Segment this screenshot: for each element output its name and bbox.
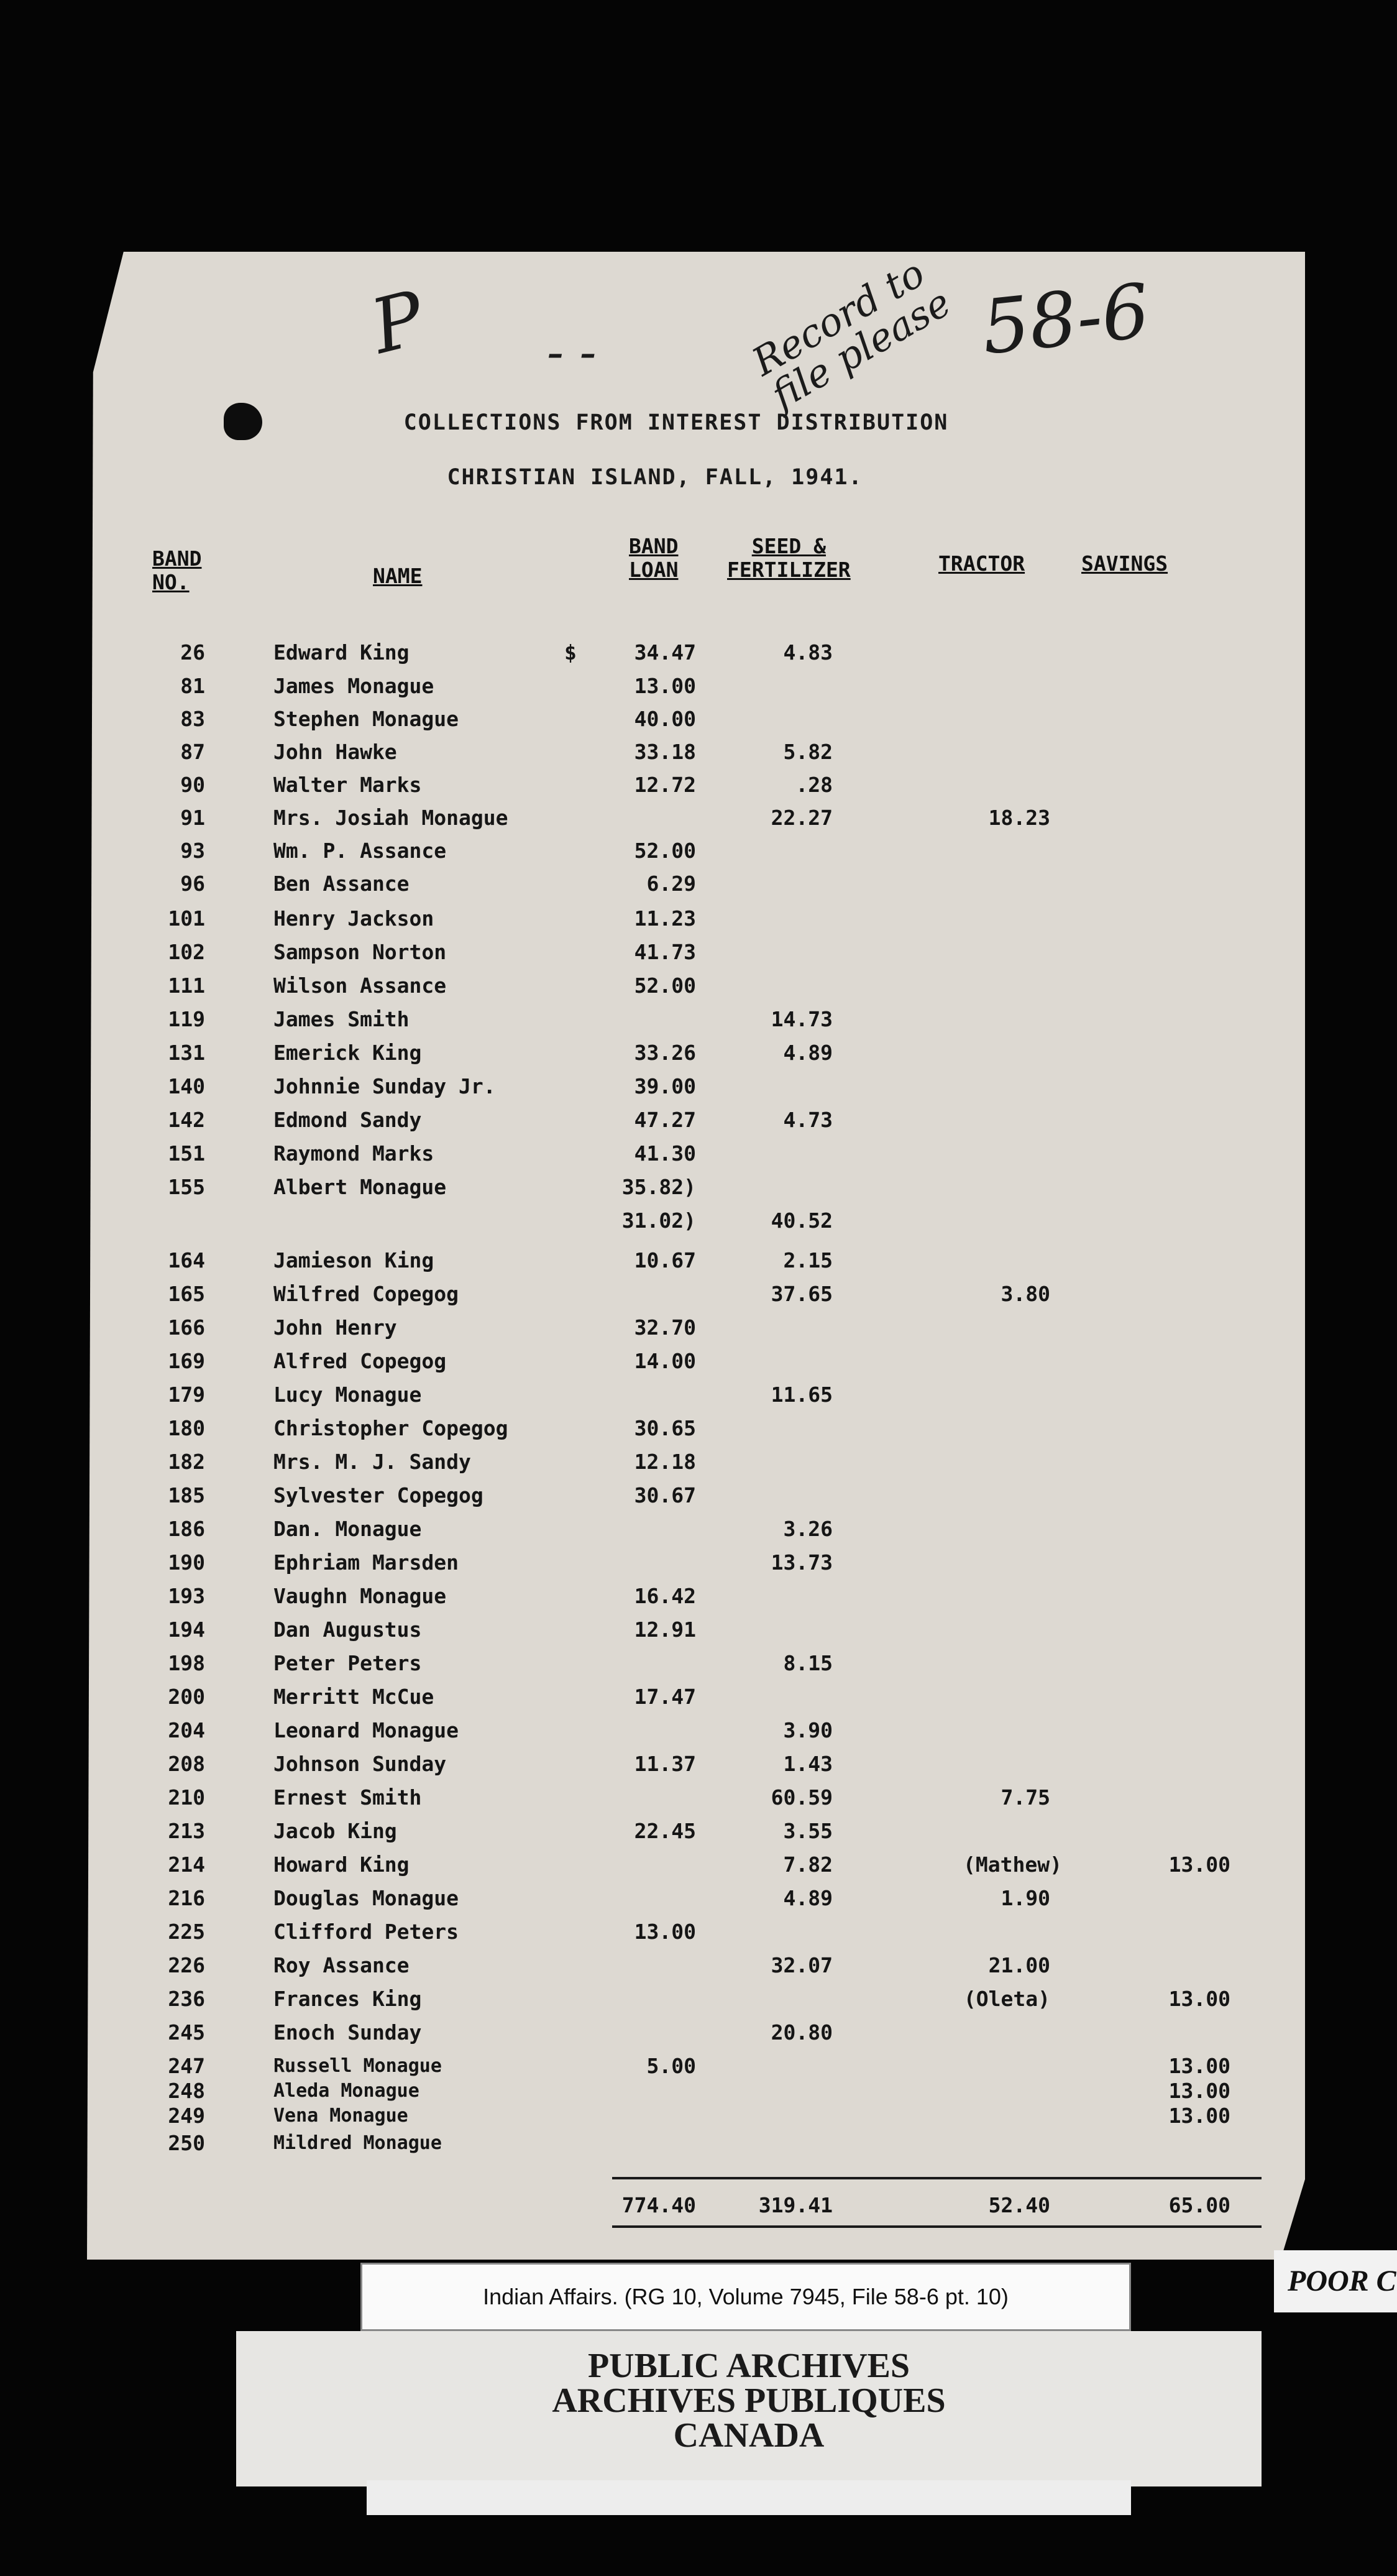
table-row [0,1249,1397,1284]
header-tractor: TRACTOR [938,551,1025,576]
cell-seed: 4.73 [783,1108,833,1132]
cell-seed: 13.73 [771,1550,833,1575]
cell-no: 142 [168,1108,205,1132]
cell-seed: 4.89 [783,1041,833,1065]
table-row [0,1350,1397,1385]
cell-tractor: 7.75 [1001,1785,1050,1810]
cell-seed: 5.82 [783,740,833,764]
table-row [0,1787,1397,1821]
cell-name: Edmond Sandy [273,1108,422,1132]
cell-loan: 33.26 [634,1041,696,1065]
header-band-loan-line2: LOAN [629,558,679,582]
cell-no: 198 [168,1651,205,1675]
cell-loan: 22.45 [634,1819,696,1843]
cell-loan: 17.47 [634,1685,696,1709]
cell-no: 193 [168,1584,205,1608]
header-seed-line1: SEED & [751,534,826,558]
archive-reference-label: Indian Affairs. (RG 10, Volume 7945, File 58-6 pt. 10) [360,2263,1131,2331]
cell-name: Aleda Monague [273,2080,419,2102]
cell-name: Christopher Copegog [273,1416,508,1440]
cell-tractor: 3.80 [1001,1282,1050,1306]
cell-no: 249 [168,2104,205,2128]
archive-stamp [236,2331,1262,2486]
cell-name: Raymond Marks [273,1141,434,1166]
cell-name: Peter Peters [273,1651,422,1675]
handwritten-dash: - - [547,323,597,381]
cell-seed: 1.43 [783,1752,833,1776]
cell-tractor: 1.90 [1001,1886,1050,1910]
cell-no: 245 [168,2020,205,2045]
cell-no: 102 [168,940,205,964]
cell-loan: 6.29 [646,872,696,896]
cell-no: 91 [180,806,205,830]
table-row [0,741,1397,776]
cell-no: 155 [168,1175,205,1199]
cell-name: Mildred Monague [273,2132,442,2154]
cell-seed: 7.82 [783,1852,833,1877]
cell-no: 213 [168,1819,205,1843]
cell-name: Emerick King [273,1041,422,1065]
cell-name: Ben Assance [273,872,410,896]
cell-loan: 52.00 [634,973,696,998]
total-loan: 774.40 [621,2193,696,2217]
cell-loan: 30.67 [634,1483,696,1507]
cell-savings: 13.00 [1168,2104,1230,2128]
table-row [0,1417,1397,1452]
cell-seed: 37.65 [771,1282,833,1306]
table-row [0,873,1397,908]
header-band-no-line1: BAND [152,546,202,571]
cell-name: James Monague [273,674,434,698]
table-row [0,1552,1397,1586]
cell-seed: 2.15 [783,1248,833,1272]
cell-loan: 14.00 [634,1349,696,1373]
cell-loan: 41.73 [634,940,696,964]
table-row [0,708,1397,743]
handwritten-note: Record to file please [744,250,959,418]
cell-loan: 13.00 [634,1920,696,1944]
cell-name: Lucy Monague [273,1382,422,1407]
table-row [0,1008,1397,1043]
cell-loan: 31.02) [621,1208,696,1233]
total-rule-top [612,2177,1262,2179]
cell-tractor: 18.23 [988,806,1050,830]
cell-name: Edward King [273,640,410,665]
cell-savings: 13.00 [1168,1852,1230,1877]
cell-name: Sylvester Copegog [273,1483,483,1507]
cell-loan: 32.70 [634,1315,696,1340]
table-row [0,941,1397,976]
table-row [0,1686,1397,1721]
cell-tractor: (Oleta) [963,1987,1050,2011]
cell-seed: 4.83 [783,640,833,665]
cell-loan: 47.27 [634,1108,696,1132]
table-row [0,807,1397,842]
cell-name: Mrs. Josiah Monague [273,806,508,830]
cell-name: Enoch Sunday [273,2020,422,2045]
cell-loan: 39.00 [634,1074,696,1098]
cell-seed: .28 [795,773,833,797]
header-seed-line2: FERTILIZER [727,558,851,582]
cell-no: 204 [168,1718,205,1742]
cell-loan: 12.18 [634,1450,696,1474]
cell-no: 200 [168,1685,205,1709]
header-name: NAME [373,564,423,588]
table-row [0,1887,1397,1922]
cell-no: 226 [168,1953,205,1977]
header-band-no-line2: NO. [152,570,190,594]
cell-loan: 12.72 [634,773,696,797]
table-row [0,840,1397,875]
cell-loan: 41.30 [634,1141,696,1166]
header-seed-fertilizer [727,535,851,582]
cell-seed: 40.52 [771,1208,833,1233]
totals-row [0,2194,1397,2229]
cell-no: 179 [168,1382,205,1407]
table-row [0,1210,1397,1244]
cell-savings: 13.00 [1168,2079,1230,2103]
table-row [0,908,1397,942]
table-row [0,975,1397,1010]
cell-no: 214 [168,1852,205,1877]
cell-name: Ernest Smith [273,1785,422,1810]
archive-line3: CANADA [673,2416,825,2455]
cell-no: 236 [168,1987,205,2011]
cell-name: Frances King [273,1987,422,2011]
cell-seed: 32.07 [771,1953,833,1977]
cell-name: Sampson Norton [273,940,447,964]
table-row [0,1283,1397,1318]
cell-no: 216 [168,1886,205,1910]
cell-name: Mrs. M. J. Sandy [273,1450,471,1474]
cell-name: John Hawke [273,740,397,764]
cell-seed: 3.26 [783,1517,833,1541]
cell-name: Albert Monague [273,1175,447,1199]
header-band-no [152,547,201,594]
table-row [0,642,1397,676]
table-row [0,2022,1397,2056]
header-band-loan [629,535,678,582]
cell-name: John Henry [273,1315,397,1340]
archive-line1: PUBLIC ARCHIVES [587,2347,910,2385]
table-row [0,2132,1397,2167]
cell-loan: 5.00 [646,2054,696,2078]
cell-loan: 33.18 [634,740,696,764]
cell-no: 169 [168,1349,205,1373]
table-row [0,1585,1397,1620]
cell-loan: 11.37 [634,1752,696,1776]
cell-loan: 34.47 [634,640,696,665]
cell-name: Vaughn Monague [273,1584,447,1608]
table-row [0,1652,1397,1687]
handwritten-file-number: 58-6 [978,268,1154,372]
table-row [0,774,1397,809]
cell-name: Walter Marks [273,773,422,797]
cell-name: Merritt McCue [273,1685,434,1709]
cell-tractor: 21.00 [988,1953,1050,1977]
cell-loan: 35.82) [621,1175,696,1199]
document-subtitle: CHRISTIAN ISLAND, FALL, 1941. [447,465,863,490]
archive-line2: ARCHIVES PUBLIQUES [552,2381,946,2420]
cell-no: 140 [168,1074,205,1098]
cell-name: Wm. P. Assance [273,839,447,863]
cell-name: Jamieson King [273,1248,434,1272]
header-band-loan-line1: BAND [629,534,679,558]
cell-seed: 4.89 [783,1886,833,1910]
table-row [0,1176,1397,1211]
cell-seed: 20.80 [771,2020,833,2045]
label-stub [367,2480,1131,2515]
cell-loan: 40.00 [634,707,696,731]
cell-name: Henry Jackson [273,906,434,931]
cell-no: 87 [180,740,205,764]
cell-no: 247 [168,2054,205,2078]
table-row [0,1451,1397,1486]
cell-name: Wilson Assance [273,973,447,998]
table-row [0,1518,1397,1553]
table-row [0,1384,1397,1419]
table-row [0,1988,1397,2023]
cell-no: 26 [180,640,205,665]
cell-seed: 60.59 [771,1785,833,1810]
cell-name: Roy Assance [273,1953,410,1977]
poor-copy-tag: POOR C [1274,2250,1397,2312]
cell-name: Leonard Monague [273,1718,459,1742]
cell-no: 96 [180,872,205,896]
cell-no: 83 [180,707,205,731]
document-title: COLLECTIONS FROM INTEREST DISTRIBUTION [403,410,949,435]
table-row [0,1820,1397,1855]
table-row [0,1921,1397,1956]
cell-name: Dan. Monague [273,1517,422,1541]
cell-name: Jacob King [273,1819,397,1843]
cell-no: 185 [168,1483,205,1507]
total-seed: 319.41 [758,2193,833,2217]
cell-name: Johnson Sunday [273,1752,447,1776]
cell-loan: 16.42 [634,1584,696,1608]
cell-name: Alfred Copegog [273,1349,447,1373]
cell-name: Vena Monague [273,2105,408,2127]
table-row [0,1143,1397,1177]
cell-no: 81 [180,674,205,698]
cell-no: 119 [168,1007,205,1031]
cell-no: 111 [168,973,205,998]
cell-name: Ephriam Marsden [273,1550,459,1575]
cell-no: 93 [180,839,205,863]
table-row [0,1954,1397,1989]
cell-loan: 10.67 [634,1248,696,1272]
cell-no: 210 [168,1785,205,1810]
cell-no: 190 [168,1550,205,1575]
table-row [0,675,1397,710]
cell-name: Stephen Monague [273,707,459,731]
cell-name: Wilfred Copegog [273,1282,459,1306]
cell-loan: 52.00 [634,839,696,863]
cell-seed: 3.55 [783,1819,833,1843]
table-row [0,1042,1397,1077]
cell-name: Douglas Monague [273,1886,459,1910]
cell-no: 182 [168,1450,205,1474]
cell-seed: 11.65 [771,1382,833,1407]
cell-no: 248 [168,2079,205,2103]
cell-name: Dan Augustus [273,1617,422,1642]
table-row [0,1619,1397,1654]
cell-name: James Smith [273,1007,410,1031]
cell-no: 131 [168,1041,205,1065]
cell-no: 225 [168,1920,205,1944]
dollar-sign: $ [564,640,577,665]
table-row [0,1484,1397,1519]
cell-savings: 13.00 [1168,1987,1230,2011]
cell-loan: 11.23 [634,906,696,931]
header-savings: SAVINGS [1081,551,1168,576]
table-row [0,1719,1397,1754]
cell-no: 101 [168,906,205,931]
table-row [0,1109,1397,1144]
handwritten-mark: P [363,275,433,371]
cell-loan: 13.00 [634,674,696,698]
cell-no: 180 [168,1416,205,1440]
cell-no: 186 [168,1517,205,1541]
cell-seed: 22.27 [771,806,833,830]
cell-name: Howard King [273,1852,410,1877]
cell-name: Russell Monague [273,2055,442,2077]
cell-seed: 8.15 [783,1651,833,1675]
total-tractor: 52.40 [988,2193,1050,2217]
cell-no: 164 [168,1248,205,1272]
cell-loan: 30.65 [634,1416,696,1440]
cell-name: Clifford Peters [273,1920,459,1944]
table-row [0,1317,1397,1351]
cell-no: 194 [168,1617,205,1642]
cell-no: 151 [168,1141,205,1166]
cell-seed: 3.90 [783,1718,833,1742]
cell-name: Johnnie Sunday Jr. [273,1074,496,1098]
cell-no: 90 [180,773,205,797]
table-row [0,1075,1397,1110]
cell-no: 250 [168,2131,205,2155]
cell-no: 165 [168,1282,205,1306]
cell-tractor: (Mathew) [963,1852,1062,1877]
cell-no: 208 [168,1752,205,1776]
cell-seed: 14.73 [771,1007,833,1031]
total-savings: 65.00 [1168,2193,1230,2217]
table-row [0,1854,1397,1888]
cell-no: 166 [168,1315,205,1340]
table-row [0,1753,1397,1788]
cell-savings: 13.00 [1168,2054,1230,2078]
cell-loan: 12.91 [634,1617,696,1642]
